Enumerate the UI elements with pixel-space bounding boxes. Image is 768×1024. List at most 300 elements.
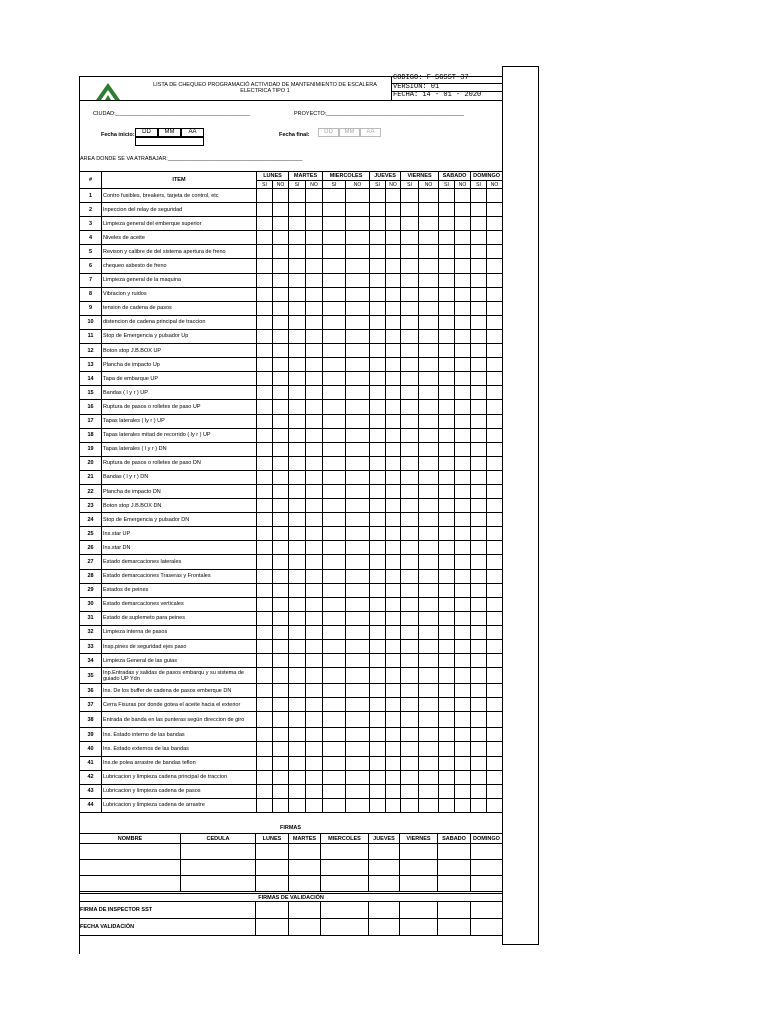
no-checkbox[interactable] [306,527,323,541]
no-checkbox[interactable] [455,640,471,654]
si-checkbox[interactable] [471,742,487,756]
no-checkbox[interactable] [273,315,289,329]
si-checkbox[interactable] [439,245,455,259]
no-checkbox[interactable] [386,611,401,625]
no-checkbox[interactable] [487,329,503,343]
si-checkbox[interactable] [401,358,419,372]
no-checkbox[interactable] [419,527,439,541]
no-checkbox[interactable] [386,728,401,742]
si-checkbox[interactable] [471,611,487,625]
si-checkbox[interactable] [370,527,386,541]
no-checkbox[interactable] [455,541,471,555]
no-checkbox[interactable] [487,597,503,611]
no-checkbox[interactable] [386,770,401,784]
si-checkbox[interactable] [323,597,346,611]
firma-cell[interactable] [321,844,369,860]
no-checkbox[interactable] [455,217,471,231]
si-checkbox[interactable] [257,597,273,611]
no-checkbox[interactable] [455,259,471,273]
validation-date-cell[interactable] [256,919,289,936]
no-checkbox[interactable] [346,301,370,315]
no-checkbox[interactable] [419,583,439,597]
no-checkbox[interactable] [346,684,370,698]
si-checkbox[interactable] [471,770,487,784]
no-checkbox[interactable] [487,625,503,639]
si-checkbox[interactable] [439,287,455,301]
no-checkbox[interactable] [306,217,323,231]
fecha-final-mm[interactable]: MM [339,128,360,137]
si-checkbox[interactable] [401,742,419,756]
si-checkbox[interactable] [323,217,346,231]
no-checkbox[interactable] [419,428,439,442]
no-checkbox[interactable] [273,625,289,639]
si-checkbox[interactable] [439,499,455,513]
no-checkbox[interactable] [455,597,471,611]
no-checkbox[interactable] [455,203,471,217]
no-checkbox[interactable] [419,301,439,315]
firma-cell[interactable] [438,860,471,876]
si-checkbox[interactable] [323,273,346,287]
signature-cell[interactable] [321,902,369,919]
si-checkbox[interactable] [257,611,273,625]
si-checkbox[interactable] [370,728,386,742]
no-checkbox[interactable] [386,344,401,358]
si-checkbox[interactable] [471,400,487,414]
si-checkbox[interactable] [289,372,306,386]
si-checkbox[interactable] [401,217,419,231]
no-checkbox[interactable] [346,329,370,343]
no-checkbox[interactable] [346,484,370,498]
si-checkbox[interactable] [439,358,455,372]
no-checkbox[interactable] [306,372,323,386]
validation-date-cell[interactable] [471,919,503,936]
no-checkbox[interactable] [346,217,370,231]
si-checkbox[interactable] [439,527,455,541]
si-checkbox[interactable] [323,728,346,742]
si-checkbox[interactable] [257,189,273,203]
no-checkbox[interactable] [455,344,471,358]
si-checkbox[interactable] [439,668,455,684]
signature-cell[interactable] [369,902,400,919]
validation-date-cell[interactable] [289,919,321,936]
si-checkbox[interactable] [401,456,419,470]
no-checkbox[interactable] [419,315,439,329]
si-checkbox[interactable] [401,428,419,442]
no-checkbox[interactable] [273,344,289,358]
si-checkbox[interactable] [401,798,419,812]
si-checkbox[interactable] [323,470,346,484]
si-checkbox[interactable] [323,698,346,712]
no-checkbox[interactable] [273,400,289,414]
firma-cell[interactable] [400,860,438,876]
si-checkbox[interactable] [257,798,273,812]
si-checkbox[interactable] [401,189,419,203]
no-checkbox[interactable] [306,555,323,569]
si-checkbox[interactable] [289,358,306,372]
no-checkbox[interactable] [419,470,439,484]
no-checkbox[interactable] [419,555,439,569]
no-checkbox[interactable] [306,329,323,343]
si-checkbox[interactable] [323,569,346,583]
si-checkbox[interactable] [370,456,386,470]
si-checkbox[interactable] [471,344,487,358]
no-checkbox[interactable] [487,684,503,698]
si-checkbox[interactable] [289,315,306,329]
no-checkbox[interactable] [455,484,471,498]
no-checkbox[interactable] [455,625,471,639]
fecha-inicio-mm[interactable]: MM [158,128,181,137]
si-checkbox[interactable] [323,456,346,470]
si-checkbox[interactable] [289,625,306,639]
si-checkbox[interactable] [257,329,273,343]
no-checkbox[interactable] [306,315,323,329]
no-checkbox[interactable] [273,203,289,217]
no-checkbox[interactable] [273,597,289,611]
si-checkbox[interactable] [471,484,487,498]
si-checkbox[interactable] [401,541,419,555]
no-checkbox[interactable] [487,770,503,784]
si-checkbox[interactable] [471,315,487,329]
si-checkbox[interactable] [257,499,273,513]
no-checkbox[interactable] [306,583,323,597]
si-checkbox[interactable] [289,654,306,668]
no-checkbox[interactable] [487,189,503,203]
si-checkbox[interactable] [323,611,346,625]
no-checkbox[interactable] [487,442,503,456]
si-checkbox[interactable] [370,259,386,273]
si-checkbox[interactable] [370,712,386,728]
si-checkbox[interactable] [471,555,487,569]
si-checkbox[interactable] [257,414,273,428]
si-checkbox[interactable] [370,597,386,611]
si-checkbox[interactable] [323,756,346,770]
no-checkbox[interactable] [306,569,323,583]
no-checkbox[interactable] [273,484,289,498]
si-checkbox[interactable] [401,372,419,386]
no-checkbox[interactable] [306,189,323,203]
validation-date-cell[interactable] [400,919,438,936]
no-checkbox[interactable] [306,231,323,245]
si-checkbox[interactable] [289,728,306,742]
si-checkbox[interactable] [323,259,346,273]
no-checkbox[interactable] [386,386,401,400]
si-checkbox[interactable] [370,217,386,231]
si-checkbox[interactable] [289,684,306,698]
no-checkbox[interactable] [306,358,323,372]
no-checkbox[interactable] [273,569,289,583]
no-checkbox[interactable] [487,259,503,273]
si-checkbox[interactable] [257,728,273,742]
si-checkbox[interactable] [471,456,487,470]
no-checkbox[interactable] [487,301,503,315]
no-checkbox[interactable] [419,698,439,712]
no-checkbox[interactable] [487,428,503,442]
fecha-inicio-values[interactable] [135,137,204,146]
si-checkbox[interactable] [439,625,455,639]
si-checkbox[interactable] [401,527,419,541]
si-checkbox[interactable] [289,784,306,798]
no-checkbox[interactable] [455,569,471,583]
no-checkbox[interactable] [455,770,471,784]
si-checkbox[interactable] [370,625,386,639]
si-checkbox[interactable] [401,728,419,742]
si-checkbox[interactable] [257,640,273,654]
si-checkbox[interactable] [323,386,346,400]
no-checkbox[interactable] [306,470,323,484]
no-checkbox[interactable] [346,728,370,742]
si-checkbox[interactable] [401,597,419,611]
si-checkbox[interactable] [257,698,273,712]
no-checkbox[interactable] [455,245,471,259]
si-checkbox[interactable] [323,203,346,217]
no-checkbox[interactable] [455,301,471,315]
si-checkbox[interactable] [323,513,346,527]
no-checkbox[interactable] [487,527,503,541]
no-checkbox[interactable] [386,583,401,597]
firma-cell[interactable] [471,860,503,876]
no-checkbox[interactable] [306,611,323,625]
no-checkbox[interactable] [346,386,370,400]
si-checkbox[interactable] [439,301,455,315]
firma-cell[interactable] [321,860,369,876]
no-checkbox[interactable] [386,513,401,527]
si-checkbox[interactable] [323,499,346,513]
no-checkbox[interactable] [455,470,471,484]
no-checkbox[interactable] [455,189,471,203]
si-checkbox[interactable] [401,386,419,400]
si-checkbox[interactable] [439,414,455,428]
firma-cell[interactable] [256,860,289,876]
no-checkbox[interactable] [346,442,370,456]
no-checkbox[interactable] [346,555,370,569]
no-checkbox[interactable] [419,728,439,742]
signature-cell[interactable] [256,902,289,919]
no-checkbox[interactable] [386,569,401,583]
no-checkbox[interactable] [306,684,323,698]
firma-cell[interactable] [80,844,181,860]
si-checkbox[interactable] [289,698,306,712]
si-checkbox[interactable] [471,189,487,203]
no-checkbox[interactable] [419,203,439,217]
si-checkbox[interactable] [289,541,306,555]
no-checkbox[interactable] [346,654,370,668]
si-checkbox[interactable] [370,231,386,245]
si-checkbox[interactable] [323,301,346,315]
no-checkbox[interactable] [306,386,323,400]
no-checkbox[interactable] [273,301,289,315]
no-checkbox[interactable] [273,231,289,245]
no-checkbox[interactable] [386,273,401,287]
no-checkbox[interactable] [455,583,471,597]
si-checkbox[interactable] [439,597,455,611]
no-checkbox[interactable] [273,245,289,259]
firma-cell[interactable] [369,860,400,876]
no-checkbox[interactable] [386,625,401,639]
no-checkbox[interactable] [419,712,439,728]
si-checkbox[interactable] [401,640,419,654]
no-checkbox[interactable] [386,442,401,456]
no-checkbox[interactable] [487,555,503,569]
si-checkbox[interactable] [370,203,386,217]
no-checkbox[interactable] [306,640,323,654]
no-checkbox[interactable] [386,555,401,569]
no-checkbox[interactable] [273,640,289,654]
si-checkbox[interactable] [370,344,386,358]
no-checkbox[interactable] [306,428,323,442]
no-checkbox[interactable] [455,728,471,742]
si-checkbox[interactable] [289,259,306,273]
si-checkbox[interactable] [370,301,386,315]
si-checkbox[interactable] [370,245,386,259]
no-checkbox[interactable] [487,484,503,498]
no-checkbox[interactable] [273,442,289,456]
si-checkbox[interactable] [289,611,306,625]
no-checkbox[interactable] [386,372,401,386]
validation-date-cell[interactable] [321,919,369,936]
no-checkbox[interactable] [455,698,471,712]
firma-cell[interactable] [471,844,503,860]
firma-cell[interactable] [80,876,181,892]
si-checkbox[interactable] [401,770,419,784]
si-checkbox[interactable] [323,372,346,386]
no-checkbox[interactable] [273,513,289,527]
no-checkbox[interactable] [386,231,401,245]
no-checkbox[interactable] [306,756,323,770]
no-checkbox[interactable] [346,499,370,513]
si-checkbox[interactable] [289,770,306,784]
no-checkbox[interactable] [273,470,289,484]
no-checkbox[interactable] [455,287,471,301]
no-checkbox[interactable] [455,798,471,812]
si-checkbox[interactable] [323,358,346,372]
si-checkbox[interactable] [257,484,273,498]
si-checkbox[interactable] [471,259,487,273]
no-checkbox[interactable] [419,358,439,372]
si-checkbox[interactable] [439,555,455,569]
no-checkbox[interactable] [306,654,323,668]
no-checkbox[interactable] [273,456,289,470]
si-checkbox[interactable] [471,273,487,287]
no-checkbox[interactable] [346,698,370,712]
no-checkbox[interactable] [273,684,289,698]
no-checkbox[interactable] [487,231,503,245]
si-checkbox[interactable] [257,555,273,569]
no-checkbox[interactable] [487,358,503,372]
si-checkbox[interactable] [289,329,306,343]
no-checkbox[interactable] [455,231,471,245]
no-checkbox[interactable] [346,470,370,484]
si-checkbox[interactable] [323,400,346,414]
no-checkbox[interactable] [487,784,503,798]
si-checkbox[interactable] [323,784,346,798]
no-checkbox[interactable] [346,798,370,812]
si-checkbox[interactable] [439,442,455,456]
no-checkbox[interactable] [419,499,439,513]
si-checkbox[interactable] [257,203,273,217]
si-checkbox[interactable] [289,569,306,583]
si-checkbox[interactable] [401,400,419,414]
no-checkbox[interactable] [306,400,323,414]
si-checkbox[interactable] [471,372,487,386]
no-checkbox[interactable] [306,259,323,273]
si-checkbox[interactable] [289,217,306,231]
no-checkbox[interactable] [346,583,370,597]
si-checkbox[interactable] [439,784,455,798]
si-checkbox[interactable] [257,456,273,470]
si-checkbox[interactable] [439,513,455,527]
no-checkbox[interactable] [273,698,289,712]
no-checkbox[interactable] [419,484,439,498]
si-checkbox[interactable] [401,712,419,728]
no-checkbox[interactable] [386,712,401,728]
si-checkbox[interactable] [471,513,487,527]
si-checkbox[interactable] [401,668,419,684]
si-checkbox[interactable] [471,798,487,812]
si-checkbox[interactable] [257,428,273,442]
no-checkbox[interactable] [455,527,471,541]
validation-date-cell[interactable] [438,919,471,936]
no-checkbox[interactable] [273,414,289,428]
no-checkbox[interactable] [419,329,439,343]
no-checkbox[interactable] [386,358,401,372]
no-checkbox[interactable] [346,742,370,756]
no-checkbox[interactable] [273,217,289,231]
no-checkbox[interactable] [273,273,289,287]
no-checkbox[interactable] [346,640,370,654]
si-checkbox[interactable] [401,499,419,513]
si-checkbox[interactable] [289,442,306,456]
si-checkbox[interactable] [289,231,306,245]
si-checkbox[interactable] [289,527,306,541]
no-checkbox[interactable] [346,287,370,301]
si-checkbox[interactable] [257,569,273,583]
firma-cell[interactable] [256,876,289,892]
si-checkbox[interactable] [323,245,346,259]
si-checkbox[interactable] [471,756,487,770]
si-checkbox[interactable] [257,231,273,245]
no-checkbox[interactable] [487,654,503,668]
si-checkbox[interactable] [471,597,487,611]
si-checkbox[interactable] [401,470,419,484]
si-checkbox[interactable] [370,372,386,386]
no-checkbox[interactable] [273,358,289,372]
no-checkbox[interactable] [455,712,471,728]
no-checkbox[interactable] [306,668,323,684]
si-checkbox[interactable] [323,428,346,442]
no-checkbox[interactable] [346,203,370,217]
si-checkbox[interactable] [370,541,386,555]
si-checkbox[interactable] [289,245,306,259]
si-checkbox[interactable] [323,189,346,203]
no-checkbox[interactable] [487,470,503,484]
si-checkbox[interactable] [401,203,419,217]
no-checkbox[interactable] [273,742,289,756]
no-checkbox[interactable] [386,287,401,301]
no-checkbox[interactable] [386,527,401,541]
no-checkbox[interactable] [386,470,401,484]
no-checkbox[interactable] [386,698,401,712]
no-checkbox[interactable] [419,259,439,273]
si-checkbox[interactable] [370,742,386,756]
si-checkbox[interactable] [323,770,346,784]
no-checkbox[interactable] [273,611,289,625]
no-checkbox[interactable] [386,400,401,414]
no-checkbox[interactable] [386,456,401,470]
si-checkbox[interactable] [370,400,386,414]
si-checkbox[interactable] [401,611,419,625]
no-checkbox[interactable] [306,698,323,712]
no-checkbox[interactable] [487,372,503,386]
